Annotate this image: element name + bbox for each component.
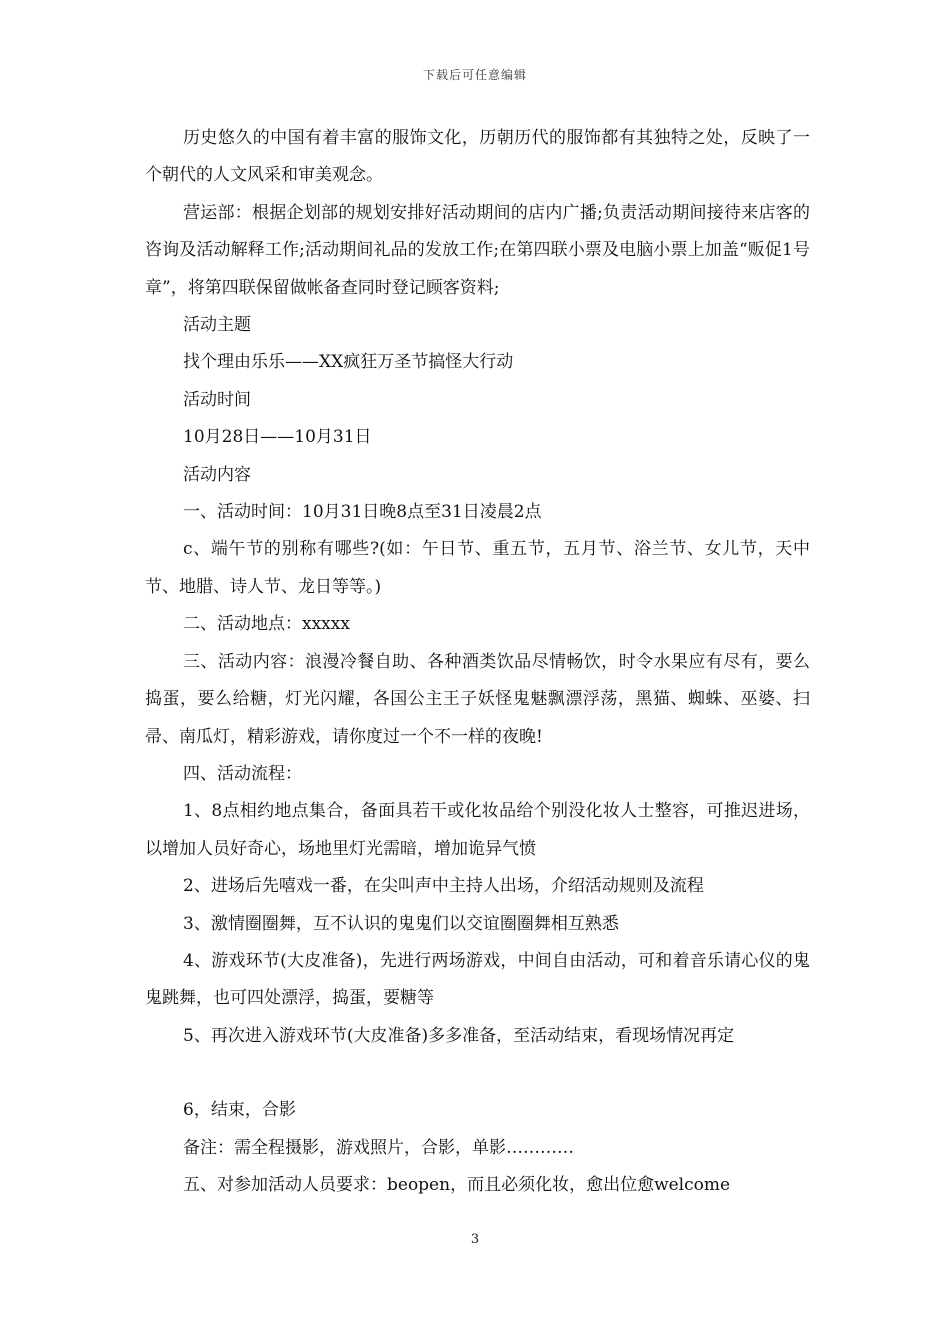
item-activity-content: 三、活动内容：浪漫冷餐自助、各种酒类饮品尽情畅饮，时令水果应有尽有，要么捣蛋，要么给糖，灯光闪耀，各国公主王子妖怪鬼魅飘漂浮荡，黑猫、蜘蛛、巫婆、扫帚、南瓜灯，精彩游戏，请你度过一个不一样的夜晚! [145,651,810,747]
item-participant-requirements: 五、对参加活动人员要求：beopen，而且必须化妆，愈出位愈welcome [183,1174,731,1195]
process-step-5: 5、再次进入游戏环节(大皮准备)多多准备，至活动结束，看现场情况再定 [183,1025,735,1046]
paragraph-spacer [145,1055,810,1092]
item-dragon-boat-names: c、端午节的别称有哪些?(如：午日节、重五节，五月节、浴兰节、女儿节，天中节、地腊、诗人节、龙日等等。) [145,539,810,597]
heading-activity-theme: 活动主题 [183,315,251,336]
heading-activity-time: 活动时间 [183,389,251,410]
process-step-2: 2、进场后先嘻戏一番，在尖叫声中主持人出场，介绍活动规则及流程 [183,876,704,897]
page-number: 3 [470,1232,480,1247]
paragraph-operations: 营运部：根据企划部的规划安排好活动期间的店内广播;负责活动期间接待来店客的咨询及活动解释工作;活动期间礼品的发放工作;在第四联小票及电脑小票上加盖“贩促1号章”，将第四联保留做帐备查同时登记顾客资料; [145,202,810,298]
heading-activity-process: 四、活动流程： [183,763,302,784]
activity-theme-text: 找个理由乐乐——XX疯狂万圣节搞怪大行动 [183,352,514,373]
heading-activity-content: 活动内容 [183,464,251,485]
process-step-6: 6，结束，合影 [183,1100,296,1121]
remark-text: 备注：需全程摄影，游戏照片，合影，单影………… [183,1137,574,1158]
item-activity-location: 二、活动地点：xxxxx [183,614,350,635]
activity-time-text: 10月28日——10月31日 [183,427,372,448]
item-activity-time: 一、活动时间：10月31日晚8点至31日凌晨2点 [183,502,542,523]
header-note: 下载后可任意编辑 [422,68,527,82]
process-step-1: 1、8点相约地点集合，备面具若干或化妆品给个别没化妆人士整容，可推迟进场，以增加人员好奇心，场地里灯光需暗，增加诡异气愤 [145,801,810,859]
process-step-3: 3、激情圈圈舞，互不认识的鬼鬼们以交谊圈圈舞相互熟悉 [183,913,619,934]
process-step-4: 4、游戏环节(大皮准备)，先进行两场游戏，中间自由活动，可和着音乐请心仪的鬼鬼跳舞，也可四处漂浮，捣蛋，要糖等 [145,950,810,1009]
document-body [145,120,810,1204]
paragraph-intro: 历史悠久的中国有着丰富的服饰文化，历朝历代的服饰都有其独特之处，反映了一个朝代的人文风采和审美观念。 [145,128,810,186]
